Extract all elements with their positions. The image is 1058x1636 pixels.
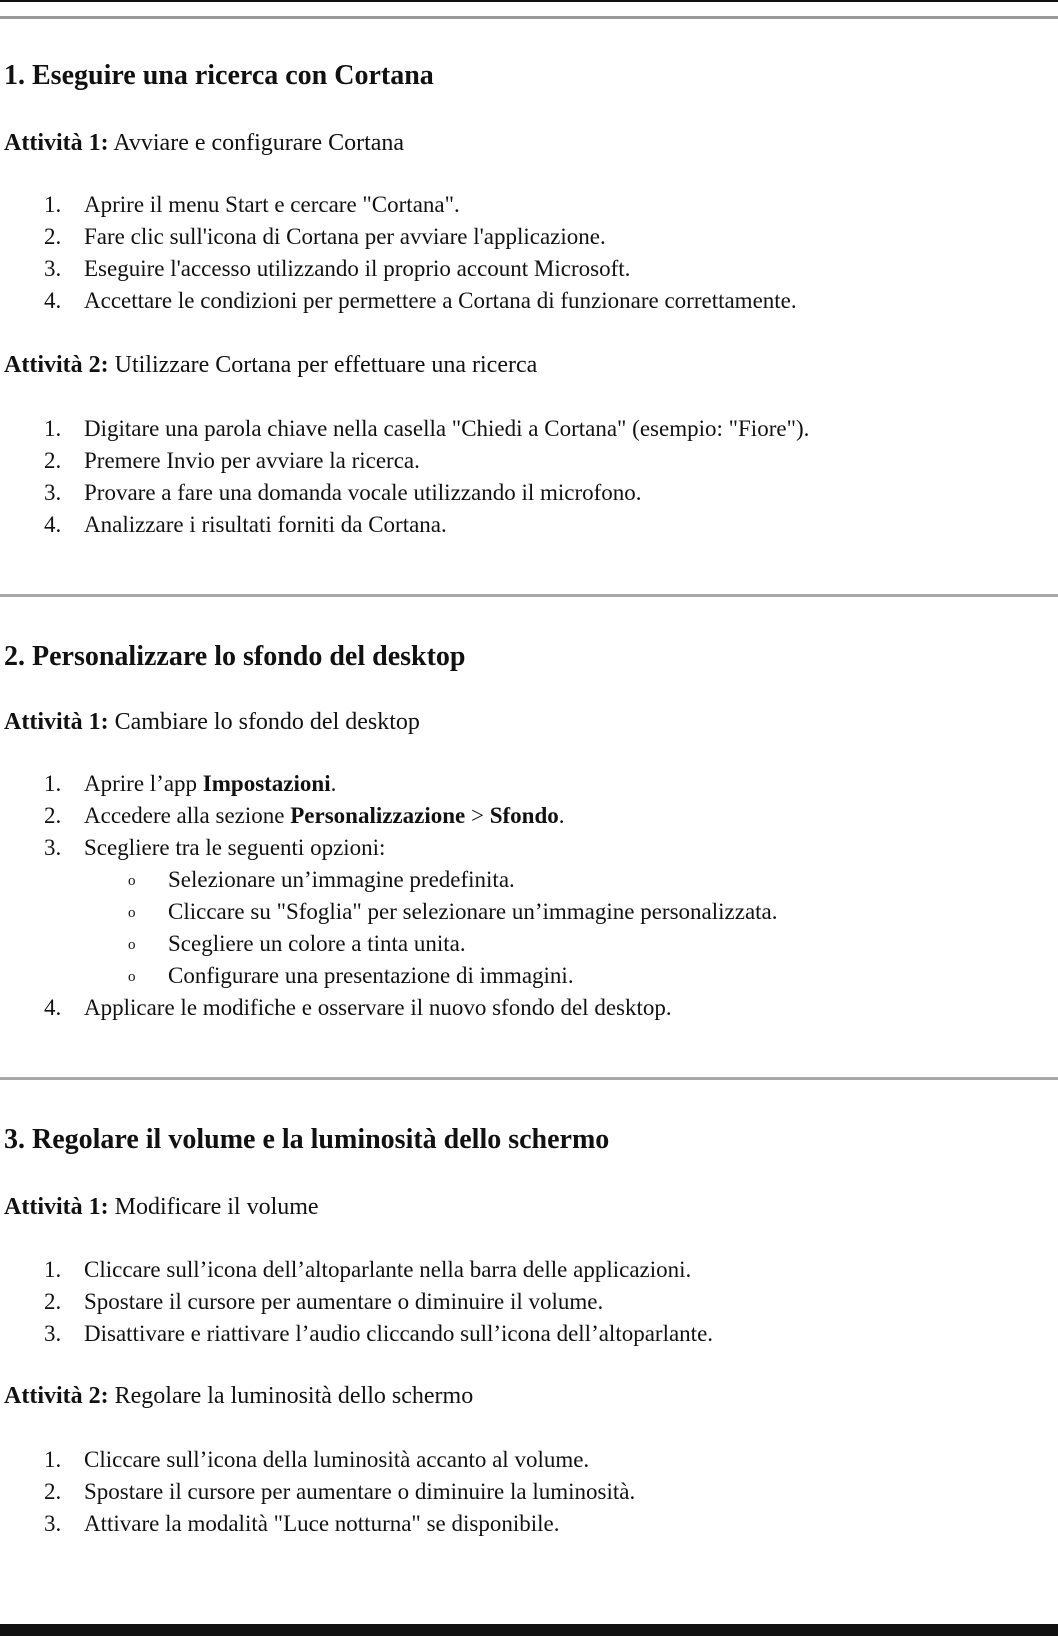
option-text: Scegliere un colore a tinta unita. [168, 931, 466, 956]
section-2-activity-1 [4, 707, 420, 737]
list-item [44, 190, 460, 220]
activity-text: Cambiare lo sfondo del desktop [114, 709, 420, 735]
activity-label: Attività 1: [4, 130, 109, 156]
step-number: 1. [44, 192, 62, 217]
section-3-activity-1 [4, 1192, 319, 1222]
list-item [44, 801, 565, 831]
step-text: Cliccare sull’icona dell’altoparlante nella barra delle applicazioni. [84, 1257, 692, 1282]
list-item [44, 414, 809, 444]
list-item [44, 222, 606, 252]
step-number: 2. [44, 803, 62, 828]
step-number: 1. [44, 1257, 62, 1282]
bullet-icon: o [128, 937, 136, 953]
section-1-activity-2 [4, 350, 537, 380]
step-text: Spostare il cursore per aumentare o diminuire il volume. [84, 1289, 604, 1314]
option-item [128, 961, 574, 992]
step-number: 2. [44, 448, 62, 473]
option-text: Selezionare un’immagine predefinita. [168, 867, 515, 892]
step-number: 3. [44, 256, 62, 281]
step-emphasis: Impostazioni [202, 771, 331, 796]
section-1-activity-1 [4, 128, 404, 158]
list-item [44, 478, 642, 508]
step-number: 1. [44, 416, 62, 441]
top-divider [0, 16, 1058, 19]
section-3-title: 3. Regolare il volume e la luminosità dello schermo [4, 1124, 610, 1155]
activity-label: Attività 1: [4, 1194, 109, 1220]
list-item [44, 446, 420, 476]
activity-text: Modificare il volume [114, 1194, 319, 1220]
list-item [44, 1255, 691, 1285]
list-item [44, 1445, 589, 1475]
bullet-icon: o [128, 905, 136, 921]
step-text: . [330, 771, 337, 796]
step-number: 2. [44, 1289, 62, 1314]
step-text: Premere Invio per avviare la ricerca. [84, 448, 420, 473]
option-item [128, 929, 466, 960]
step-text: Digitare una parola chiave nella casella "Chiedi a Cortana" (esempio: "Fiore"). [84, 416, 810, 441]
step-number: 2. [44, 1479, 62, 1504]
activity-label: Attività 2: [4, 352, 109, 378]
step-text: Cliccare sull’icona della luminosità accanto al volume. [84, 1447, 590, 1472]
step-emphasis: Personalizzazione [290, 803, 466, 828]
list-item [44, 1287, 603, 1317]
step-text: Aprire l’app [84, 771, 203, 796]
step-number: 3. [44, 1511, 62, 1536]
list-item [44, 1509, 559, 1539]
list-item [44, 993, 672, 1023]
step-text: Fare clic sull'icona di Cortana per avviare l'applicazione. [84, 224, 606, 249]
step-number: 3. [44, 1321, 62, 1346]
step-number: 3. [44, 835, 62, 860]
step-text: Spostare il cursore per aumentare o diminuire la luminosità. [84, 1479, 636, 1504]
step-number: 1. [44, 771, 62, 796]
activity-label: Attività 1: [4, 709, 109, 735]
activity-text: Avviare e configurare Cortana [113, 130, 405, 156]
step-text: > [465, 803, 490, 828]
step-text: Scegliere tra le seguenti opzioni: [84, 835, 386, 860]
top-border [0, 0, 1058, 2]
step-number: 4. [44, 512, 62, 537]
section-3-activity-2 [4, 1381, 473, 1411]
option-item [128, 897, 778, 928]
step-number: 1. [44, 1447, 62, 1472]
step-text: Accettare le condizioni per permettere a Cortana di funzionare correttamente. [84, 288, 797, 313]
section-divider [0, 1077, 1058, 1080]
activity-label: Attività 2: [4, 1383, 109, 1409]
list-item [44, 510, 447, 540]
activity-text: Regolare la luminosità dello schermo [114, 1383, 474, 1409]
list-item [44, 254, 630, 284]
option-text: Cliccare su "Sfoglia" per selezionare un’immagine personalizzata. [168, 899, 778, 924]
step-number: 3. [44, 480, 62, 505]
step-text: Provare a fare una domanda vocale utilizzando il microfono. [84, 480, 642, 505]
bullet-icon: o [128, 873, 136, 889]
bottom-border [0, 1624, 1058, 1636]
step-text: . [558, 803, 565, 828]
list-item [44, 1477, 635, 1507]
activity-text: Utilizzare Cortana per effettuare una ricerca [114, 352, 538, 378]
list-item [44, 286, 797, 316]
option-item [128, 865, 515, 896]
section-2-title: 2. Personalizzare lo sfondo del desktop [4, 641, 466, 672]
list-item [44, 769, 336, 799]
section-divider [0, 594, 1058, 597]
step-number: 4. [44, 288, 62, 313]
step-emphasis: Sfondo [489, 803, 559, 828]
step-number: 4. [44, 995, 62, 1020]
step-text: Eseguire l'accesso utilizzando il proprio account Microsoft. [84, 256, 631, 281]
list-item [44, 1319, 713, 1349]
step-text: Accedere alla sezione [84, 803, 291, 828]
bullet-icon: o [128, 969, 136, 985]
section-1-title: 1. Eseguire una ricerca con Cortana [4, 60, 434, 91]
option-text: Configurare una presentazione di immagini. [168, 963, 574, 988]
step-text: Aprire il menu Start e cercare "Cortana". [84, 192, 460, 217]
step-text: Analizzare i risultati forniti da Cortana. [84, 512, 447, 537]
step-text: Disattivare e riattivare l’audio cliccando sull’icona dell’altoparlante. [84, 1321, 714, 1346]
step-text: Attivare la modalità "Luce notturna" se disponibile. [84, 1511, 560, 1536]
step-text: Applicare le modifiche e osservare il nuovo sfondo del desktop. [84, 995, 672, 1020]
step-number: 2. [44, 224, 62, 249]
list-item [44, 833, 385, 863]
